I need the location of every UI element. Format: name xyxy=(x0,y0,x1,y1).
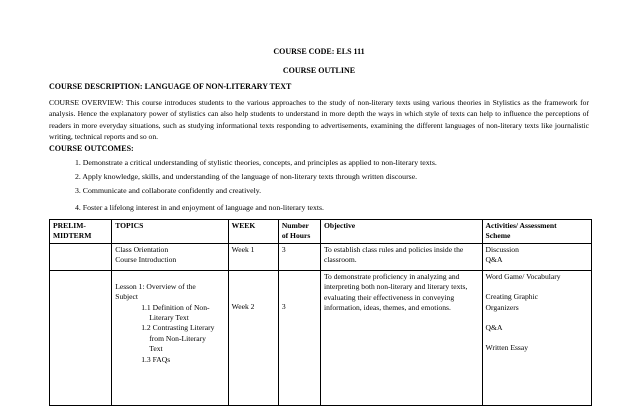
course-schedule-table xyxy=(49,219,592,406)
topics-cell: Lesson 1: Overview of the Subject 1.1 Definition of Non- Literary Text 1.2 Contrasting Literary from Non-Literary Text 1.3 FAQs xyxy=(112,270,228,405)
outcome-item: 2. Apply knowledge, skills, and understanding of the language of non-literary texts through written discourse. xyxy=(75,172,418,181)
header-term: PRELIM- MIDTERM xyxy=(50,220,112,244)
term-cell xyxy=(50,243,112,270)
table-header-row xyxy=(50,220,592,244)
course-outcomes-heading: COURSE OUTCOMES: xyxy=(49,144,134,153)
hours-cell: 3 xyxy=(278,243,320,270)
week-cell: Week 2 xyxy=(228,270,278,405)
header-topics: TOPICS xyxy=(112,220,228,244)
objective-cell: To establish class rules and policies inside the classroom. xyxy=(320,243,482,270)
header-activities: Activities/ Assessment Scheme xyxy=(482,220,591,244)
outcome-item: 4. Foster a lifelong interest in and enjoyment of language and non-literary texts. xyxy=(75,203,324,212)
header-week: WEEK xyxy=(228,220,278,244)
term-cell xyxy=(50,270,112,405)
table-row xyxy=(50,243,592,270)
outcome-item: 1. Demonstrate a critical understanding of stylistic theories, concepts, and principles as applied to non-literary texts. xyxy=(75,158,437,167)
week-cell: Week 1 xyxy=(228,243,278,270)
objective-cell: To demonstrate proficiency in analyzing and interpreting both non-literary and literary texts, evaluating their effectiveness in conveying information, ideas, themes, and emotions. xyxy=(320,270,482,405)
table-row xyxy=(50,270,592,405)
course-description: COURSE DESCRIPTION: LANGUAGE OF NON-LITERARY TEXT xyxy=(49,82,292,91)
course-code: COURSE CODE: ELS 111 xyxy=(273,47,365,56)
header-objective: Objective xyxy=(320,220,482,244)
course-overview: COURSE OVERVIEW: This course introduces students to the various approaches to the study of non-literary texts using various theories in Stylistics as the framework for analysis. Hence the explanatory power of stylistics can also help students to understand in more depth the ways in which style of texts can help to influence the perceptions of readers in more everyday situations, such as studying informational texts responding to advertisements, examining the different languages of non-literary texts like journalistic writing, technical reports and so on. xyxy=(49,98,589,142)
course-outline-title: COURSE OUTLINE xyxy=(282,66,356,75)
outcome-item: 3. Communicate and collaborate confidently and creatively. xyxy=(75,186,262,195)
activities-cell: Discussion Q&A xyxy=(482,243,591,270)
hours-cell: 3 xyxy=(278,270,320,405)
activities-cell: Word Game/ Vocabulary Creating Graphic Organizers Q&A Written Essay xyxy=(482,270,591,405)
topics-cell: Class Orientation Course Introduction xyxy=(112,243,228,270)
header-hours: Number of Hours xyxy=(278,220,320,244)
